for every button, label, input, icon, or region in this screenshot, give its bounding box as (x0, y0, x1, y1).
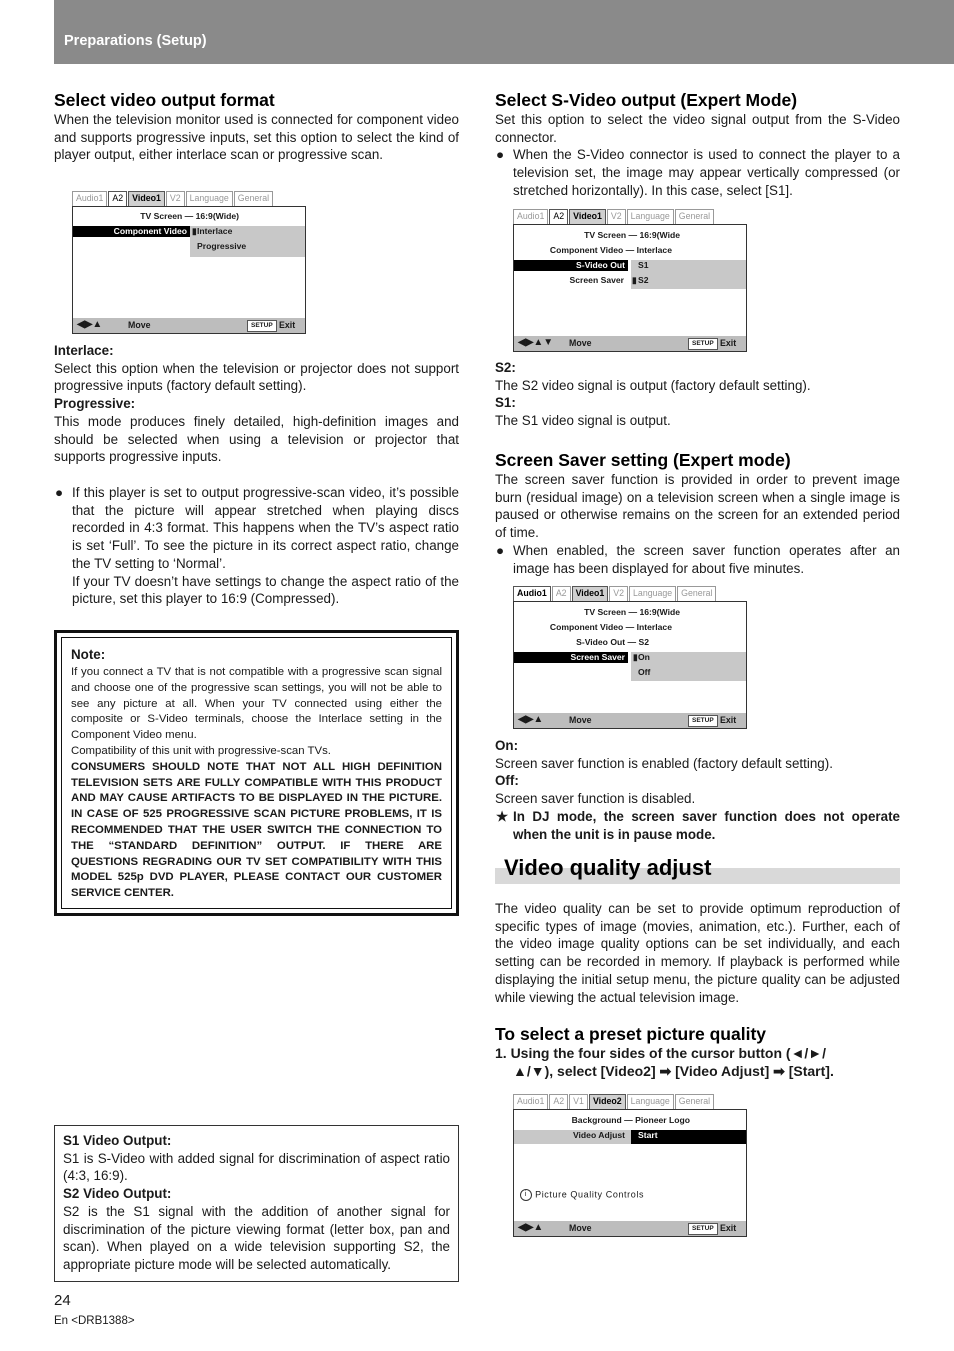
screen-saver-section (495, 449, 900, 577)
tab-language: Language (627, 1094, 674, 1109)
osd-line: TV Screen — 16:9(Wide (584, 230, 680, 240)
svideo-section (495, 89, 900, 200)
s2-output-label: S2 Video Output: (63, 1186, 172, 1202)
arrow-keys-icon: ◀▶▲ (77, 319, 103, 330)
osd-line: Screen Saver (569, 275, 624, 285)
osd-selected-item: Video Adjust (572, 1130, 625, 1140)
video-output-section (54, 89, 459, 164)
s2-output-text: S2 is the S1 signal with the addition of another signal for discrimination of the picture viewing format (letter box, pan and scan). When played on a wide television supporting S2, the appropriate picture mode will be selected automatically. (63, 1203, 450, 1272)
section-heading: Select S-Video output (Expert Mode) (495, 90, 798, 110)
s1-label: S1: (495, 395, 516, 411)
tab-audio1: Audio1 (513, 209, 548, 224)
setup-key-icon: SETUP (688, 1223, 718, 1235)
note-paragraph: Compatibility of this unit with progressive-scan TVs. (71, 744, 331, 757)
osd-bottom-bar (514, 336, 746, 351)
osd-bottom-bar (514, 1221, 746, 1236)
osd-line: Component Video — Interlace (549, 245, 672, 255)
saver-intro: The screen saver function is provided in order to prevent image burn (residual image) on a television screen when a single image is paused or otherwise remains on the screen for an extended period of time. (495, 472, 900, 541)
tab-audio1: Audio1 (72, 191, 107, 206)
tab-v2: V2 (609, 586, 628, 601)
arrow-keys-icon: ◀▶▲ (518, 714, 544, 725)
off-label: Off: (495, 773, 519, 789)
tab-general: General (234, 191, 273, 206)
osd-line: S-Video Out — S2 (576, 637, 649, 647)
osd-tabs (513, 1094, 715, 1110)
osd-cursor-icon: ▮ (632, 275, 637, 285)
interlace-label: Interlace: (54, 343, 114, 358)
s2-text: The S2 video signal is output (factory default setting). (495, 377, 811, 393)
osd-menu-video-output (72, 191, 306, 334)
osd-exit-label: Exit (720, 338, 737, 348)
osd-exit-label: Exit (720, 715, 737, 725)
osd-line: TV Screen — 16:9(Wide) (140, 211, 239, 221)
osd-selected-item: Component Video (73, 226, 190, 237)
osd-selected-item: S-Video Out (514, 260, 628, 271)
arrow-keys-icon: ◀▶▲ (518, 1222, 544, 1233)
section-header (54, 0, 954, 64)
dj-mode-note: In DJ mode, the screen saver function does not operate when the unit is in pause mode. (513, 808, 900, 842)
off-text: Screen saver function is disabled. (495, 791, 696, 807)
note-box (54, 630, 459, 916)
osd-exit-label: Exit (279, 320, 296, 330)
osd-menu-svideo (513, 209, 747, 352)
osd-menu-screen-saver (513, 586, 747, 729)
note-title: Note: (71, 647, 106, 662)
osd-tabs (513, 586, 717, 602)
bullet-dot: ● (496, 542, 505, 558)
tab-language: Language (186, 191, 233, 206)
step-1-line-2: ▲/▼), select [Video2] ➡ [Video Adjust] ➡ [Start]. (513, 1062, 834, 1079)
osd-option: Progressive (197, 241, 247, 251)
s1-text: The S1 video signal is output. (495, 413, 671, 429)
osd-screen (513, 224, 747, 352)
tab-a2: A2 (549, 209, 568, 224)
tab-general: General (677, 586, 716, 601)
tab-video1: Video1 (572, 586, 609, 601)
tab-language: Language (629, 586, 676, 601)
s1-s2-options (495, 359, 900, 430)
tab-language: Language (627, 209, 674, 224)
interlace-progressive-section (54, 342, 459, 466)
osd-option: Start (631, 1130, 746, 1144)
osd-screen (513, 601, 747, 729)
video-quality-heading-band (495, 855, 900, 884)
section-heading: To select a preset picture quality (495, 1024, 767, 1044)
star-icon: ★ (496, 808, 509, 824)
video-quality-section (495, 900, 900, 1006)
tab-a2: A2 (552, 586, 571, 601)
bullet-text-2: If your TV doesn’t have settings to change the aspect ratio of the picture, set this player to 16:9 (Compressed). (72, 573, 459, 607)
tab-a2: A2 (108, 191, 127, 206)
osd-move-label: Move (569, 338, 592, 348)
progressive-label: Progressive: (54, 396, 136, 412)
osd-option: Off (638, 667, 651, 677)
saver-bullet: When enabled, the screen saver function operates after an image has been displayed for about five minutes. (513, 542, 900, 576)
osd-info-text: Picture Quality Controls (535, 1189, 645, 1200)
setup-key-icon: SETUP (688, 715, 718, 727)
page-number: 24 (54, 1292, 71, 1309)
s1-output-text: S1 is S-Video with added signal for discrimination of aspect ratio (4:3, 16:9). (63, 1150, 450, 1184)
osd-line: Background — Pioneer Logo (571, 1115, 690, 1125)
note-warning: CONSUMERS SHOULD NOTE THAT NOT ALL HIGH DEFINITION TELEVISION SETS ARE FULLY COMPATIBLE WITH THIS PRODUCT AND MAY CAUSE ARTIFACTS TO BE DISPLAYED IN THE PICTURE. IN CASE OF 525 PROGRESSIVE SCAN PICTURE PROBLEMS, IT IS RECOMMENDED THAT THE USER SWITCH THE CONNECTION TO THE “STANDARD DEFINITION” OUTPUT. IF THERE ARE QUESTIONS REGRADING OUR TV SET COMPATIBILITY WITH THIS MODEL 525p DVD PLAYER, PLEASE CONTACT OUR CUSTOMER SERVICE CENTER. (71, 760, 442, 900)
tab-v2: V2 (607, 209, 626, 224)
on-text: Screen saver function is enabled (factory default setting). (495, 755, 833, 771)
info-icon: i (520, 1189, 532, 1201)
svideo-info-box (54, 1125, 459, 1282)
svideo-bullet: When the S-Video connector is used to connect the player to a television set, the image may appear vertically compressed (or stretched horizontally). In this case, select [S1]. (513, 147, 900, 198)
s2-label: S2: (495, 360, 516, 375)
tab-video1: Video1 (569, 209, 606, 224)
setup-key-icon: SETUP (688, 338, 718, 350)
osd-menu-video-adjust (513, 1094, 747, 1237)
osd-screen (72, 206, 306, 334)
osd-cursor-icon: ▮ (633, 652, 638, 662)
bullet-text: If this player is set to output progressive-scan video, it’s possible that the picture will appear stretched when playing discs recorded in 4:3 format. This happens when the TV’s aspect ratio is set ‘Full’. To see the picture in its correct aspect ratio, change the TV setting to ‘Normal’. (72, 485, 459, 571)
tab-v2: V2 (166, 191, 185, 206)
osd-bottom-bar (514, 713, 746, 728)
section-title: Preparations (Setup) (64, 33, 207, 49)
section-heading: Select video output format (54, 90, 275, 110)
on-off-options (495, 737, 900, 843)
arrow-keys-icon: ◀▶▲▼ (518, 337, 554, 348)
bullet-dot: ● (55, 485, 64, 500)
osd-option: S1 (638, 260, 649, 270)
tab-general: General (675, 1094, 714, 1109)
step-1-line-1: 1. Using the four sides of the cursor button (◄/►/ (495, 1045, 827, 1061)
osd-exit-label: Exit (720, 1223, 737, 1233)
setup-key-icon: SETUP (247, 320, 277, 332)
osd-line: Component Video — Interlace (549, 622, 672, 632)
tab-video1: Video1 (128, 191, 165, 206)
osd-tabs (72, 191, 274, 207)
osd-option: S2 (638, 275, 649, 285)
progressive-text: This mode produces finely detailed, high-definition images and should be selected when using a television or projector that supports progressive inputs. (54, 413, 459, 465)
tab-audio1: Audio1 (513, 586, 551, 601)
osd-bottom-bar (73, 318, 305, 333)
intro-text: When the television monitor used is connected for component video and supports progressive inputs, set this option to select the kind of player output, either interlace scan or progressive scan. (54, 112, 459, 163)
preset-section (495, 1023, 900, 1080)
tab-general: General (675, 209, 714, 224)
osd-selected-item: Screen Saver (514, 652, 628, 663)
video-quality-text: The video quality can be set to provide optimum reproduction of specific types of image (movies, animation, etc.). Further, each of the video image quality options can be set individually, and each setting can be recorded in memory. If playback is performed while displaying the initial setup menu, the picture quality can be adjusted while viewing the actual television image. (495, 901, 900, 1005)
bullet-dot: ● (496, 147, 505, 163)
osd-move-label: Move (128, 320, 151, 330)
tab-a2: A2 (549, 1094, 568, 1109)
osd-option: On (638, 652, 650, 662)
osd-move-label: Move (569, 1223, 592, 1233)
osd-screen (513, 1109, 747, 1237)
video-quality-title: Video quality adjust (504, 855, 712, 880)
document-code: En <DRB1388> (54, 1315, 135, 1327)
osd-tabs (513, 209, 715, 225)
osd-line: TV Screen — 16:9(Wide (584, 607, 680, 617)
osd-move-label: Move (569, 715, 592, 725)
on-label: On: (495, 738, 519, 753)
progressive-bullet (54, 484, 459, 608)
interlace-text: Select this option when the television or projector does not support progressive inputs (factory default setting). (54, 360, 459, 394)
tab-v1: V1 (569, 1094, 588, 1109)
tab-video2: Video2 (589, 1094, 626, 1109)
s1-output-label: S1 Video Output: (63, 1133, 172, 1148)
osd-cursor-icon: ▮ (192, 226, 197, 236)
osd-option: Interlace (197, 226, 233, 236)
svideo-intro: Set this option to select the video signal output from the S-Video connector. (495, 112, 900, 145)
tab-audio1: Audio1 (513, 1094, 548, 1109)
section-heading: Screen Saver setting (Expert mode) (495, 450, 791, 470)
note-paragraph: If you connect a TV that is not compatible with a progressive scan signal and choose one of the progressive scan settings, you will not be able to see any picture at all. When your TV connected using either the composite or S-Video terminals, choose the Interlace setting in the Component Video menu. (71, 666, 442, 742)
